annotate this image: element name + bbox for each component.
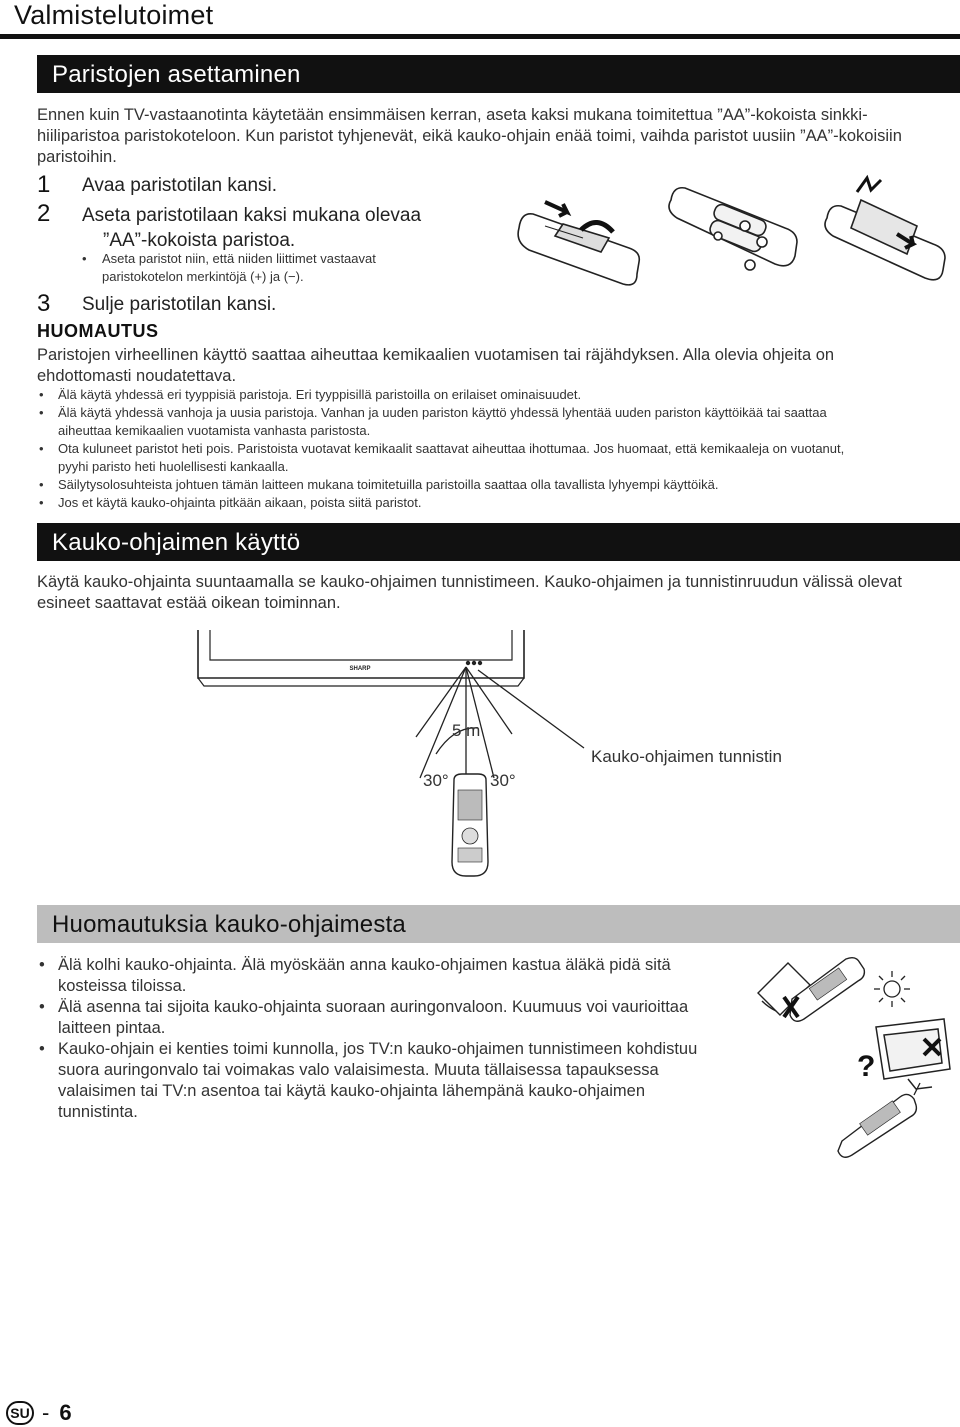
remote-note-bullet (37, 955, 737, 997)
note-bullet (37, 476, 957, 494)
page-footer (6, 1400, 72, 1426)
language-badge: SU (6, 1401, 34, 1425)
note-bullet-line: Jos et käytä kauko-ohjainta pitkään aikaan, poista siitä paristot. (58, 495, 422, 510)
note-bullet-line: aiheuttaa kemikaalien vuotamista vanhasta paristosta. (58, 423, 371, 438)
note-intro-line: Paristojen virheellinen käyttö saattaa aiheuttaa kemikaalien vuotamisen tai räjähdyksen. Alla olevia ohjeita on (37, 346, 835, 364)
remote-note-line: Kauko-ohjain ei kenties toimi kunnolla, jos TV:n kauko-ohjaimen tunnistimeen kohdistuu (58, 1040, 698, 1058)
remote-note-line: Älä kolhi kauko-ohjainta. Älä myöskään anna kauko-ohjaimen kastua äläkä pidä sitä (58, 956, 671, 974)
bullet-dot: • (39, 441, 44, 456)
remote-close-cover-figure (825, 200, 945, 280)
bullet-dot: • (82, 251, 87, 266)
tv-brand-logo: SHARP (349, 666, 371, 672)
note-bullet (37, 386, 957, 404)
footer-separator: - (42, 1400, 50, 1425)
note-bullet-line: Säilytysolosuhteista johtuen tämän laitteen mukana toimitetuilla paristoilla saattaa olla tavallista lyhyempi käyttöikä. (58, 477, 719, 492)
bullet-dot: • (39, 956, 45, 974)
step-text: Avaa paristotilan kansi. (82, 175, 278, 196)
battery-intro (37, 105, 957, 168)
section-heading-remote-use: Kauko-ohjaimen käyttö (37, 523, 960, 561)
bullet-dot: • (39, 405, 44, 420)
remote-control-figure (452, 774, 488, 876)
bullet-dot: • (39, 495, 44, 510)
note-bullet (37, 440, 957, 476)
step-number: 2 (37, 200, 51, 227)
distance-label: 5 m (452, 721, 481, 740)
note-heading: HUOMAUTUS (37, 321, 159, 341)
battery-illustration (505, 178, 955, 308)
page-number: 6 (59, 1400, 72, 1425)
remote-note-line: valaisimen tai TV:n asentoa tai käytä kauko-ohjainta lähempänä kauko-ohjaimen (58, 1082, 646, 1100)
note-intro-line: ehdottomasti noudatettava. (37, 367, 237, 385)
note-bullet (37, 494, 957, 512)
bullet-dot: • (39, 998, 45, 1016)
remote-intro-line: Käytä kauko-ohjainta suuntaamalla se kauko-ohjaimen tunnistimeen. Kauko-ohjaimen ja tunnistinruudun välissä olevat (37, 573, 902, 591)
note-bullet-line: Älä käytä yhdessä eri tyyppisiä paristoja. Eri tyyppisillä paristoilla on erilaiset ominaisuudet. (58, 387, 582, 402)
battery-intro-line: paristoihin. (37, 148, 117, 166)
remote-notes-list (37, 955, 737, 1123)
left-angle-label: 30° (423, 771, 449, 790)
step2-bullet-line: paristokotelon merkintöjä (+) ja (−). (102, 269, 304, 284)
tv-bottom-figure (198, 630, 524, 686)
step-number: 1 (37, 171, 51, 198)
step-number: 3 (37, 290, 51, 317)
remote-note-bullet (37, 997, 737, 1039)
remote-note-line: suora auringonvalo tai voimakas valo valaisimesta. Muuta tällaisessa tapauksessa (58, 1061, 659, 1079)
battery-intro-line: hiiliparistoa paristokoteloon. Kun paristot tyhjenevät, eikä kauko-ohjain enää toimi, vaihda paristot uusiin ”AA”-kokoisiin (37, 127, 902, 145)
bullet-dot: • (39, 477, 44, 492)
remote-note-line: laitteen pintaa. (58, 1019, 166, 1037)
note-bullet-line: pyyhi paristo heti huolellisesti kankaalla. (58, 459, 289, 474)
remote-range-diagram (192, 630, 572, 890)
step-text: Aseta paristotilaan kaksi mukana olevaa (82, 205, 422, 226)
range-lines (416, 667, 584, 780)
remote-note-line: tunnistinta. (58, 1103, 138, 1121)
battery-intro-line: Ennen kuin TV-vastaanotinta käytetään ensimmäisen kerran, aseta kaksi mukana toimitettua ”AA”-kokoista sinkki- (37, 106, 868, 124)
remote-note-bullet (37, 1039, 737, 1123)
page-title: Valmistelutoimet (14, 0, 214, 30)
pointing-remote-figure (838, 1094, 916, 1157)
note-intro (37, 345, 957, 387)
remote-care-illustration (748, 955, 958, 1155)
section-heading-batteries: Paristojen asettaminen (37, 55, 960, 93)
remote-intro (37, 572, 957, 614)
sensor-label: Kauko-ohjaimen tunnistin (591, 747, 782, 766)
press-icon (857, 178, 881, 192)
note-bullet-line: Älä käytä yhdessä vanhoja ja uusia paristoja. Vanhan ja uuden pariston käyttö yhdessä lyhentää uuden pariston käyttöikää tai saattaa (58, 405, 827, 420)
remote-note-line: kosteissa tiloissa. (58, 977, 187, 995)
section-heading-remote-notes: Huomautuksia kauko-ohjaimesta (37, 905, 960, 943)
sun-icon (874, 971, 910, 1007)
note-bullet (37, 404, 957, 440)
step-text-continued: ”AA”-kokoista paristoa. (103, 230, 296, 251)
remote-note-line: Älä asenna tai sijoita kauko-ohjainta suoraan auringonvaloon. Kuumuus voi vaurioittaa (58, 998, 689, 1016)
arrow-icon (545, 202, 567, 216)
note-bullet-list (37, 386, 957, 512)
step2-bullet-line: Aseta paristot niin, että niiden liittimet vastaavat (102, 251, 376, 266)
right-angle-label: 30° (490, 771, 516, 790)
remote-intro-line: esineet saattavat estää oikean toiminnan. (37, 594, 341, 612)
step-text: Sulje paristotilan kansi. (82, 294, 277, 315)
bullet-dot: • (39, 387, 44, 402)
title-rule (0, 34, 960, 39)
remote-batteries-figure (669, 188, 797, 270)
bullet-dot: • (39, 1040, 45, 1058)
remote-open-cover-figure (518, 214, 639, 285)
question-mark: ? (857, 1050, 876, 1083)
note-bullet-line: Ota kuluneet paristot heti pois. Paristoista vuotavat kemikaalit saattavat aiheuttaa ihottumaa. Jos huomaat, että kemikaaleja on vuotanut, (58, 441, 845, 456)
step2-bullet (82, 250, 376, 286)
